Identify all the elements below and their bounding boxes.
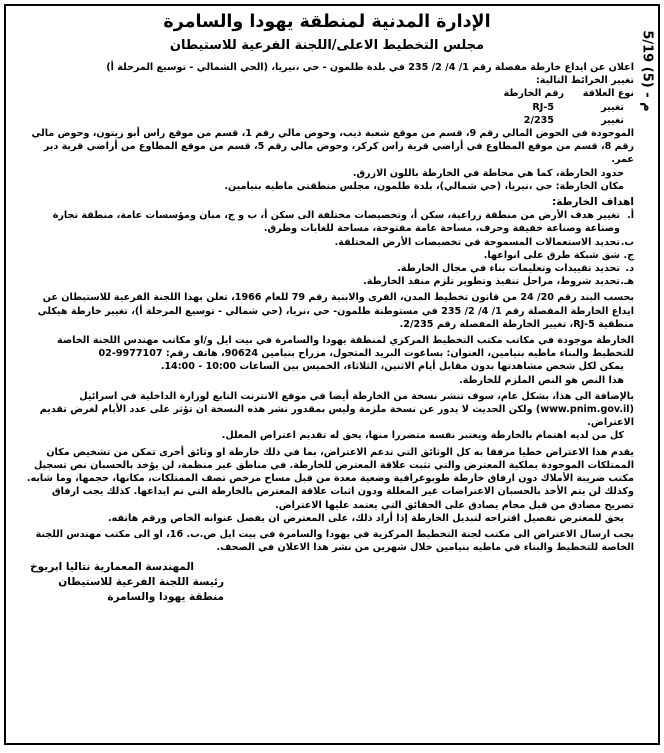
maps-table-row: تغيير RJ-5 — [532, 101, 624, 113]
signature-block — [20, 560, 634, 605]
notice-page — [4, 4, 660, 745]
map-number-header: رقم الخارطة — [503, 88, 564, 100]
objection-requirements-paragraph: يقدم هذا الاعتراض خطيا مرفقا به كل الوثائق التي تدعم الاعتراض، بما في ذلك خارطة او وثائق أخرى تمكن من تشخيص مكان الممتلكات الموجودة بملكية المعترض والتي تثبت علاقة المعترض للخارطة. في مناطق غير منظمة، لن يؤخذ بالحسبان نص تسجيل مكتب ضريبة الأملاك دون ارفاق خارطة طوبوغرافية وضعية معدة من قبل مساح مرخص تصف الممتلكات، مكانها، حجمها، وما شابه. وكذلك لن يتم الأخذ بالحسبان الاعتراضات غير المعللة ودون اثبات علاقة المعترض بالخارطة التي تم ايداعها. كذلك يجب ارفاق تصريح مصادق من قبل محام يصادق على الحقائق التي يعتمد عليها الاعتراض. — [26, 446, 634, 511]
submission-paragraph: يجب ارسال الاعتراض الى مكتب لجنة التخطيط المركزية في يهودا والسامرة في بيت ايل ص.ب. 16، او الى مكتب مهندس اللجنة الخاصة للتخطيط والبناء في ماطيه بنيامين خلال شهرين من نشر هذا الاعلان في الصحف. — [35, 528, 634, 554]
intro-change-label: تغيير الخرائط التالية: — [535, 75, 634, 87]
boundaries-paragraph: حدود الخارطة، كما هي محاطة في الخارطة باللون الازرق. — [352, 167, 624, 179]
side-reference-mark: م - (5) 5/19 — [639, 30, 655, 112]
relation-type-header: نوع العلاقة — [582, 88, 634, 100]
alternative-proposal-paragraph: يحق للمعترض تفصيل اقتراحه لتبديل الخارطة إذا أراد ذلك، على المعترض ان يفصل عنوانه الخاص ورقم هاتفه. — [108, 512, 624, 524]
notice-content — [20, 10, 634, 605]
viewing-hours-paragraph: يمكن لكل شخص مشاهدتها بدون مقابل أيام الاثنين، الثلاثاء، الخميس بين الساعات 10:00 - 14:00. — [160, 361, 624, 373]
location-paragraph: الموجودة في الحوض المالي رقم 9، قسم من موقع شعبة ذيب، وحوض مالي رقم 1، قسم من موقع راس أبو زيتون، وحوض مالي رقم 8، قسم من موقع المطاوع في أراضي قرية راس كركر، وحوض مالي رقم 5، قسم من موقع المطاوع من أراضي قرية دير عمر. — [31, 128, 634, 166]
goal-item: د. تحديد تقييدات وتعليمات بناء في مجال الخارطة. — [397, 263, 634, 275]
place-paragraph: مكان الخارطة: حي ،نيريا، (حي شمالي)، بلدة طلمون، مجلس منطقتي ماطيه بنيامين. — [224, 180, 624, 192]
goal-item: هـ. تحديد شروط، مراحل تنفيذ وتطوير تلزم منفذ الخارطة. — [363, 276, 634, 288]
legal-basis-paragraph: بحسب البند رقم 20/ 24 من قانون تخطيط المدن، القرى والابنية رقم 79 للعام 1966، تعلن بهذا اللجنة الفرعية للاستيطان عن ايداع الخارطة المفصلة رقم 1/ 4/ 2/ 235 في مستوطنة طلمون- حي ،نريا، (حي شمالي - توسيع المرحلة أ)، تغيير خارطة هيكلي منطقية RJ-5، تغيير الخارطة المفصلة رقم 2/235. — [37, 292, 634, 330]
binding-text-paragraph: هذا النص هو النص الملزم للخارطة. — [459, 374, 624, 386]
maps-table-header — [20, 87, 634, 100]
page-title: الإدارة المدنية لمنطقة يهودا والسامرة — [163, 12, 491, 32]
page-subtitle: مجلس التخطيط الاعلى/اللجنة الفرعية للاستيطان — [169, 38, 485, 53]
objection-right-paragraph: كل من لديه اهتمام بالخارطة ويعتبر نفسه متضررا منها، يحق له تقديم اعتراض المعلل. — [221, 430, 624, 442]
intro-line: اعلان عن ايداع خارطة مفصلة رقم 1/ 4/ 2/ 235 في بلدة طلمون - حي ،نيريا، (الحي الشمالي - توسيع المرحلة أ) — [106, 62, 634, 73]
goal-item: ب. تحديد الاستعمالات المسموحة في تخصيصات الأرض المختلفة. — [334, 236, 634, 248]
maps-table-row: تغيير 2/235 — [523, 114, 624, 126]
goals-heading: اهداف الخارطة: — [552, 196, 634, 209]
signatory-name: المهندسة المعمارية نتاليا ابريوخ — [30, 561, 194, 574]
signatory-title: رئيسة اللجنة الفرعية للاستيطان منطقة يهودا والسامرة — [58, 576, 224, 604]
goal-item: ج. شق شبكة طرق على انواعها. — [483, 249, 634, 261]
goal-item: أ. تغيير هدف الأرض من منطقة زراعية، سكن أ، وتخصيصات مختلفة الى سكن أ، ب و ج، مبان ومؤسسات عامة، منطقة تجارة وصناعة وصناعة خفيفة وحرف، مساحة عامة مفتوحة، مساحة للغابات وطرق. — [52, 210, 634, 235]
website-paragraph: بالإضافة الى هذا، بشكل عام، سوف تنشر نسخة من الخارطة أيضا في موقع الانترنت التابع لوزارة الداخلية في اسرائيل (www.pnim.gov.il) ولكن الحديث لا يدور عن نسخة ملزمة وليس بمقدور نشر هذه النسخة ان تؤثر على عدد الأيام لغرض تقديم الاعتراض. — [39, 390, 634, 429]
map-location-paragraph: الخارطة موجودة في مكاتب مكتب التخطيط المركزي لمنطقة يهودا والسامرة في بيت ايل و/او مكاتب مهندس اللجنة الخاصة للتخطيط والبناء ماطيه بنيامين، العنوان: بساغوت البريد المتجول، مزراح بنيامين 90624، هاتف رقم: 9977107-02 — [57, 335, 634, 360]
